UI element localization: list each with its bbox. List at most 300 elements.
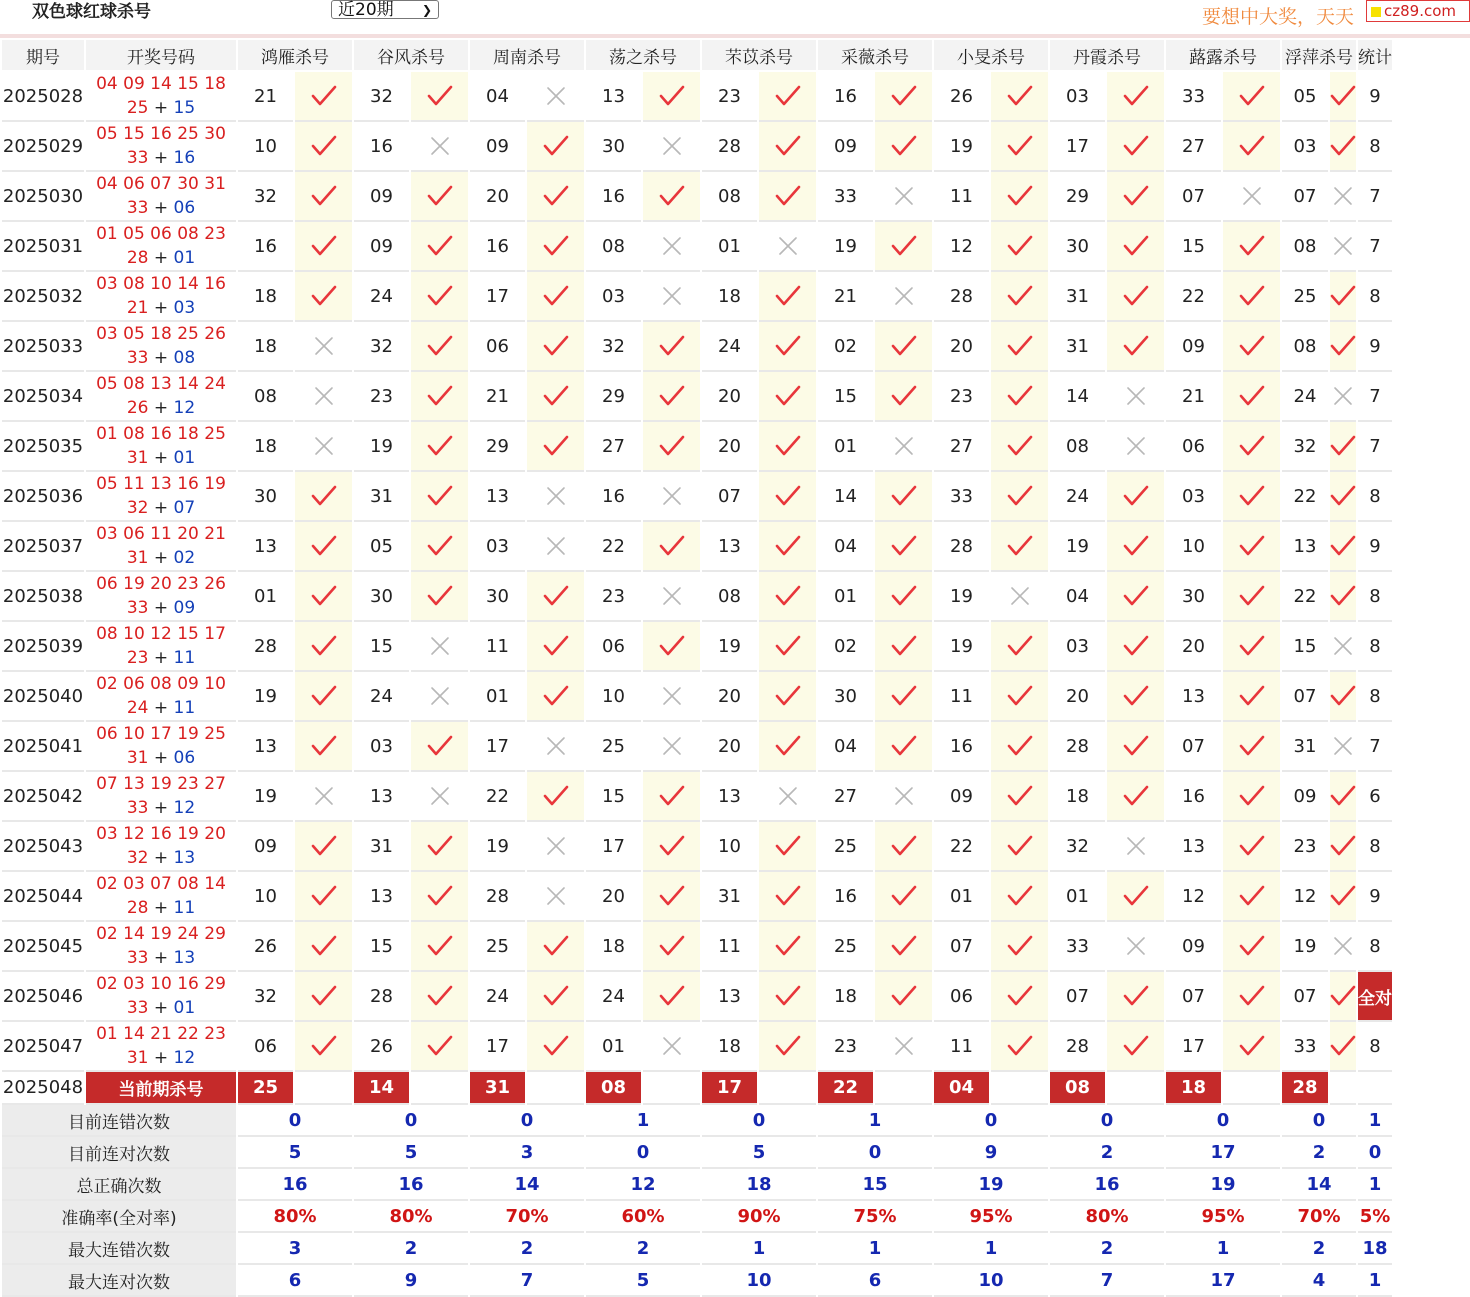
check-icon: [527, 322, 584, 372]
stats-row: [2, 1169, 1392, 1201]
check-icon: [991, 172, 1048, 222]
draw-line-2: [86, 196, 236, 220]
cross-icon: [894, 1036, 914, 1056]
check-icon: [295, 272, 352, 322]
kill-number: 09: [238, 822, 293, 872]
current-kill-number: 04: [934, 1072, 989, 1105]
stats-value: 1: [934, 1233, 1048, 1265]
check-icon: [1223, 922, 1280, 972]
check-icon: [875, 722, 932, 772]
kill-number: 30: [1166, 572, 1221, 622]
check-icon: [759, 672, 816, 722]
all-correct-badge: 全对: [1358, 972, 1392, 1022]
check-icon: [891, 85, 917, 107]
check-icon: [311, 285, 337, 307]
check-icon: [427, 835, 453, 857]
kill-number: 13: [1166, 672, 1221, 722]
check-icon: [1123, 485, 1149, 507]
stats-value: 18: [702, 1169, 816, 1201]
stats-label: 总正确次数: [2, 1169, 236, 1201]
stats-value: 0: [354, 1105, 468, 1137]
kill-number: 20: [702, 372, 757, 422]
kill-number: 19: [934, 122, 989, 172]
check-icon: [1107, 522, 1164, 572]
hit-count: 8: [1358, 822, 1392, 872]
kill-number: 32: [238, 172, 293, 222]
hit-count: 8: [1358, 572, 1392, 622]
draw-line-2: [86, 146, 236, 170]
stats-value: 0: [818, 1137, 932, 1169]
check-icon: [759, 472, 816, 522]
hit-count: 8: [1358, 1022, 1392, 1072]
kill-number: 09: [934, 772, 989, 822]
kill-number: 03: [1050, 622, 1105, 672]
col-header-expert: 小旻杀号: [934, 40, 1048, 72]
kill-number: 17: [470, 1022, 525, 1072]
red-ball-last: 21: [126, 298, 149, 318]
cross-icon: [1126, 836, 1146, 856]
red-ball-last: 33: [126, 998, 149, 1018]
check-icon: [1007, 485, 1033, 507]
kill-number: 28: [934, 522, 989, 572]
check-icon: [891, 335, 917, 357]
empty-cell: [1223, 1072, 1280, 1105]
stats-value: 7: [1050, 1265, 1164, 1297]
check-icon: [759, 972, 816, 1022]
kill-number: 29: [470, 422, 525, 472]
stats-label: 目前连错次数: [2, 1105, 236, 1137]
check-icon: [427, 335, 453, 357]
stats-value: 0: [1166, 1105, 1280, 1137]
check-icon: [1223, 522, 1280, 572]
check-icon: [875, 622, 932, 672]
period-cell: 2025038: [2, 572, 84, 622]
check-icon: [427, 435, 453, 457]
kill-number: 27: [1166, 122, 1221, 172]
check-icon: [543, 1035, 569, 1057]
check-icon: [643, 822, 700, 872]
blue-ball: 07: [173, 498, 196, 518]
stats-value: 2: [1282, 1137, 1356, 1169]
kill-number: 30: [818, 672, 873, 722]
kill-number: 10: [238, 122, 293, 172]
kill-number: 15: [354, 922, 409, 972]
kill-number: 21: [818, 272, 873, 322]
kill-number: 17: [586, 822, 641, 872]
check-icon: [759, 872, 816, 922]
period-cell: 2025031: [2, 222, 84, 272]
check-icon: [1330, 472, 1356, 522]
cross-icon: [894, 786, 914, 806]
table-row: [2, 672, 1392, 722]
check-icon: [311, 185, 337, 207]
red-ball-last: 33: [126, 798, 149, 818]
check-icon: [1330, 822, 1356, 872]
table-row: [2, 572, 1392, 622]
kill-number: 06: [934, 972, 989, 1022]
cross-icon: [1330, 722, 1356, 772]
check-icon: [775, 285, 801, 307]
kill-number: 21: [1166, 372, 1221, 422]
stats-label: 目前连对次数: [2, 1137, 236, 1169]
check-icon: [659, 935, 685, 957]
check-icon: [1123, 535, 1149, 557]
kill-number: 13: [238, 522, 293, 572]
check-icon: [411, 72, 468, 122]
check-icon: [527, 772, 584, 822]
kill-number: 27: [818, 772, 873, 822]
kill-number: 13: [354, 772, 409, 822]
kill-number: 04: [818, 522, 873, 572]
stats-row: [2, 1233, 1392, 1265]
kill-number: 13: [1282, 522, 1328, 572]
kill-number: 20: [934, 322, 989, 372]
kill-number: 02: [818, 622, 873, 672]
check-icon: [411, 272, 468, 322]
check-icon: [527, 572, 584, 622]
plus-sign: +: [148, 898, 174, 918]
kill-number: 23: [702, 72, 757, 122]
empty-cell: [527, 1072, 584, 1105]
kill-number: 12: [934, 222, 989, 272]
draw-line-2: [86, 746, 236, 770]
check-icon: [1007, 785, 1033, 807]
blue-ball: 06: [173, 748, 196, 768]
kill-number: 18: [702, 1022, 757, 1072]
check-icon: [1223, 272, 1280, 322]
kill-number: 27: [586, 422, 641, 472]
stats-value: 10: [934, 1265, 1048, 1297]
hit-count: 6: [1358, 772, 1392, 822]
stats-value: 1: [818, 1233, 932, 1265]
draw-line-2: [86, 246, 236, 270]
hit-count: 8: [1358, 672, 1392, 722]
check-icon: [1330, 572, 1356, 622]
stats-total: 18: [1358, 1233, 1392, 1265]
cross-icon: [295, 372, 352, 422]
cross-icon: [527, 472, 584, 522]
check-icon: [311, 485, 337, 507]
plus-sign: +: [148, 1048, 174, 1068]
current-kill-number: 28: [1282, 1072, 1328, 1105]
check-icon: [1330, 1035, 1356, 1057]
check-icon: [643, 872, 700, 922]
stats-value: 2: [1050, 1233, 1164, 1265]
check-icon: [659, 385, 685, 407]
check-icon: [1223, 672, 1280, 722]
check-icon: [543, 185, 569, 207]
check-icon: [427, 985, 453, 1007]
check-icon: [1239, 585, 1265, 607]
check-icon: [311, 935, 337, 957]
hit-count: 8: [1358, 922, 1392, 972]
current-kill-label: 当前期杀号: [86, 1072, 236, 1105]
check-icon: [891, 935, 917, 957]
col-header-draw: 开奖号码: [86, 40, 236, 72]
draw-line-2: [86, 1046, 236, 1070]
check-icon: [543, 985, 569, 1007]
table-row: [2, 872, 1392, 922]
red-balls: 05 08 13 14 24: [96, 374, 226, 394]
check-icon: [875, 972, 932, 1022]
kill-number: 28: [470, 872, 525, 922]
check-icon: [643, 772, 700, 822]
cross-icon: [875, 772, 932, 822]
kill-number: 22: [1282, 572, 1328, 622]
red-ball-last: 33: [126, 598, 149, 618]
check-icon: [875, 472, 932, 522]
check-icon: [295, 1022, 352, 1072]
current-kill-number: 08: [586, 1072, 641, 1105]
kill-number: 33: [1166, 72, 1221, 122]
kill-number: 25: [818, 822, 873, 872]
kill-number: 32: [1050, 822, 1105, 872]
red-ball-last: 28: [126, 248, 149, 268]
cross-icon: [1333, 636, 1353, 656]
stats-value: 2: [1050, 1137, 1164, 1169]
check-icon: [875, 872, 932, 922]
check-icon: [1223, 422, 1280, 472]
top-bar: [0, 0, 1470, 34]
draw-line-2: [86, 896, 236, 920]
plus-sign: +: [148, 148, 174, 168]
check-icon: [875, 522, 932, 572]
cross-icon: [1330, 622, 1356, 672]
check-icon: [1107, 322, 1164, 372]
kill-number: 11: [702, 922, 757, 972]
kill-number: 03: [1166, 472, 1221, 522]
stats-row: [2, 1137, 1392, 1169]
red-balls: 04 06 07 30 31: [96, 174, 226, 194]
period-cell: 2025029: [2, 122, 84, 172]
check-icon: [1123, 235, 1149, 257]
red-balls: 03 06 11 20 21: [96, 524, 226, 544]
cross-icon: [1010, 586, 1030, 606]
check-icon: [1123, 135, 1149, 157]
blue-ball: 08: [173, 348, 196, 368]
col-header-expert: 丹霞杀号: [1050, 40, 1164, 72]
kill-number: 10: [586, 672, 641, 722]
check-icon: [1123, 985, 1149, 1007]
check-icon: [311, 735, 337, 757]
kill-number: 13: [354, 872, 409, 922]
kill-number: 13: [702, 522, 757, 572]
check-icon: [1007, 735, 1033, 757]
period-cell: 2025030: [2, 172, 84, 222]
kill-number: 13: [470, 472, 525, 522]
check-icon: [1330, 585, 1356, 607]
check-icon: [1239, 885, 1265, 907]
check-icon: [1107, 972, 1164, 1022]
kill-number: 11: [470, 622, 525, 672]
kill-number: 16: [238, 222, 293, 272]
check-icon: [295, 472, 352, 522]
check-icon: [991, 922, 1048, 972]
check-icon: [295, 622, 352, 672]
stats-value: 19: [1166, 1169, 1280, 1201]
check-icon: [759, 172, 816, 222]
cross-icon: [759, 222, 816, 272]
check-icon: [1330, 485, 1356, 507]
current-kill-number: 14: [354, 1072, 409, 1105]
kill-number: 11: [934, 172, 989, 222]
check-icon: [1007, 885, 1033, 907]
check-icon: [1107, 672, 1164, 722]
check-icon: [643, 522, 700, 572]
kill-number: 31: [354, 822, 409, 872]
kill-number: 24: [702, 322, 757, 372]
stats-label: 最大连对次数: [2, 1265, 236, 1297]
red-balls: 07 13 19 23 27: [96, 774, 226, 794]
hit-count: 9: [1358, 322, 1392, 372]
kill-number: 19: [818, 222, 873, 272]
check-icon: [543, 285, 569, 307]
cross-icon: [778, 786, 798, 806]
table-row: [2, 1022, 1392, 1072]
kill-number: 20: [470, 172, 525, 222]
period-cell: 2025032: [2, 272, 84, 322]
cross-icon: [894, 186, 914, 206]
cross-icon: [411, 622, 468, 672]
check-icon: [1123, 635, 1149, 657]
check-icon: [991, 822, 1048, 872]
hit-count: 9: [1358, 72, 1392, 122]
draw-numbers-cell: [86, 322, 236, 372]
kill-number: 01: [934, 872, 989, 922]
kill-number: 28: [934, 272, 989, 322]
cross-icon: [1333, 736, 1353, 756]
stats-value: 17: [1166, 1137, 1280, 1169]
empty-cell: [295, 1072, 352, 1105]
kill-number: 16: [354, 122, 409, 172]
check-icon: [991, 622, 1048, 672]
hit-count: 8: [1358, 622, 1392, 672]
check-icon: [295, 72, 352, 122]
check-icon: [775, 85, 801, 107]
table-row: [2, 172, 1392, 222]
check-icon: [759, 572, 816, 622]
red-balls: 01 05 06 08 23: [96, 224, 226, 244]
kill-number: 05: [1282, 72, 1328, 122]
cross-icon: [411, 122, 468, 172]
stats-value: 1: [586, 1105, 700, 1137]
draw-line-2: [86, 846, 236, 870]
blue-ball: 11: [173, 898, 196, 918]
check-icon: [427, 885, 453, 907]
check-icon: [1007, 385, 1033, 407]
check-icon: [643, 422, 700, 472]
col-header-expert: 蕗露杀号: [1166, 40, 1280, 72]
kill-number: 08: [702, 572, 757, 622]
period-cell: 2025035: [2, 422, 84, 472]
draw-line-2: [86, 996, 236, 1020]
check-icon: [527, 272, 584, 322]
stats-value: 0: [586, 1137, 700, 1169]
red-ball-last: 24: [126, 698, 149, 718]
period-range-select[interactable]: [331, 0, 439, 19]
stats-total: 1: [1358, 1265, 1392, 1297]
stats-total: 1: [1358, 1169, 1392, 1201]
kill-number: 13: [702, 772, 757, 822]
check-icon: [411, 822, 468, 872]
check-icon: [295, 122, 352, 172]
col-header-stat: 统计: [1358, 40, 1392, 72]
kill-number: 12: [1166, 872, 1221, 922]
check-icon: [527, 972, 584, 1022]
check-icon: [1123, 85, 1149, 107]
hit-count: 7: [1358, 422, 1392, 472]
stats-value: 1: [1166, 1233, 1280, 1265]
red-balls: 02 06 08 09 10: [96, 674, 226, 694]
check-icon: [311, 985, 337, 1007]
kill-number: 30: [470, 572, 525, 622]
cross-icon: [759, 772, 816, 822]
check-icon: [1330, 335, 1356, 357]
check-icon: [1123, 335, 1149, 357]
stats-value: 80%: [354, 1201, 468, 1233]
check-icon: [1223, 872, 1280, 922]
site-logo[interactable]: [1366, 0, 1470, 22]
cross-icon: [643, 572, 700, 622]
check-icon: [775, 485, 801, 507]
check-icon: [1239, 985, 1265, 1007]
cross-icon: [295, 422, 352, 472]
stats-value: 14: [1282, 1169, 1356, 1201]
red-balls: 04 09 14 15 18: [96, 74, 226, 94]
check-icon: [411, 522, 468, 572]
stats-value: 95%: [1166, 1201, 1280, 1233]
check-icon: [527, 172, 584, 222]
check-icon: [775, 385, 801, 407]
draw-numbers-cell: [86, 972, 236, 1022]
check-icon: [411, 872, 468, 922]
kill-number: 07: [934, 922, 989, 972]
kill-number: 01: [818, 572, 873, 622]
hit-count: 8: [1358, 472, 1392, 522]
hit-count: 8: [1358, 272, 1392, 322]
draw-numbers-cell: [86, 922, 236, 972]
check-icon: [1123, 185, 1149, 207]
cross-icon: [527, 72, 584, 122]
col-header-expert: 浮萍杀号: [1282, 40, 1356, 72]
check-icon: [991, 722, 1048, 772]
kill-number: 03: [470, 522, 525, 572]
kill-number: 32: [354, 322, 409, 372]
table-row: [2, 772, 1392, 822]
check-icon: [1330, 272, 1356, 322]
check-icon: [1107, 222, 1164, 272]
check-icon: [891, 135, 917, 157]
kill-number: 08: [1282, 222, 1328, 272]
cross-icon: [1107, 422, 1164, 472]
kill-number: 03: [354, 722, 409, 772]
check-icon: [1239, 1035, 1265, 1057]
stats-value: 80%: [238, 1201, 352, 1233]
kill-number: 08: [1050, 422, 1105, 472]
check-icon: [1223, 772, 1280, 822]
kill-number: 22: [1166, 272, 1221, 322]
stats-value: 12: [586, 1169, 700, 1201]
kill-number: 09: [1166, 922, 1221, 972]
stats-value: 0: [238, 1105, 352, 1137]
cross-icon: [662, 1036, 682, 1056]
check-icon: [1330, 435, 1356, 457]
check-icon: [295, 972, 352, 1022]
kill-number: 19: [702, 622, 757, 672]
kill-number: 15: [1166, 222, 1221, 272]
check-icon: [659, 535, 685, 557]
stats-value: 6: [818, 1265, 932, 1297]
